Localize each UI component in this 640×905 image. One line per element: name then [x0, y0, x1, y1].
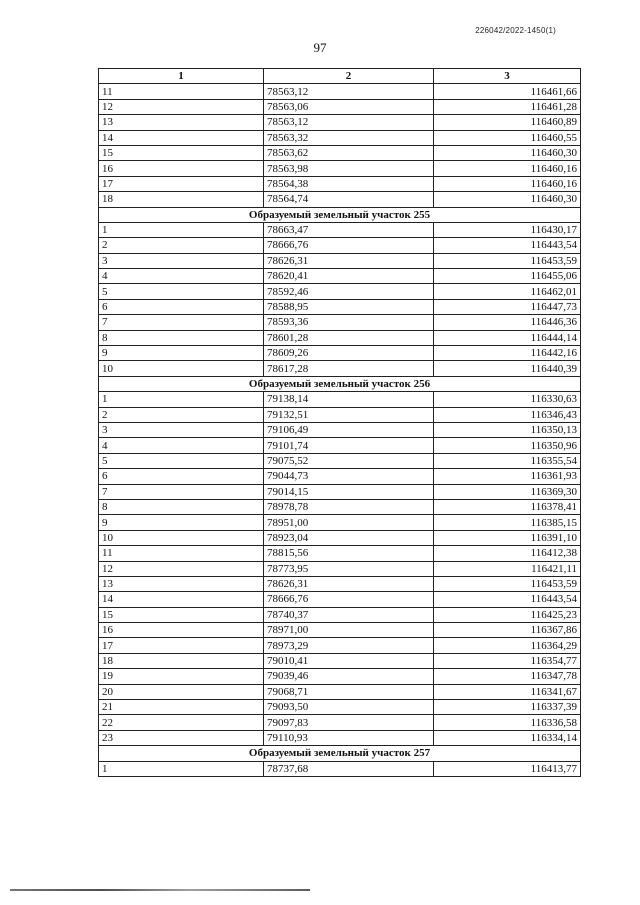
- y-coordinate-cell: 116341,67: [434, 684, 581, 699]
- table-row: [99, 284, 581, 299]
- point-number-cell: 17: [99, 176, 264, 191]
- y-coordinate-cell: 116421,11: [434, 561, 581, 576]
- table-row: [99, 484, 581, 499]
- x-coordinate-cell: 79110,93: [264, 730, 434, 745]
- y-coordinate-cell: 116350,13: [434, 422, 581, 437]
- y-coordinate-cell: 116440,39: [434, 361, 581, 376]
- x-coordinate-cell: 79106,49: [264, 422, 434, 437]
- x-coordinate-cell: 78563,32: [264, 130, 434, 145]
- table-row: [99, 607, 581, 622]
- point-number-cell: 1: [99, 222, 264, 237]
- x-coordinate-cell: 78971,00: [264, 623, 434, 638]
- x-coordinate-cell: 78626,31: [264, 253, 434, 268]
- point-number-cell: 9: [99, 515, 264, 530]
- table-row: [99, 561, 581, 576]
- document-number: 226042/2022-1450(1): [475, 26, 556, 35]
- table-header-row: [99, 69, 581, 84]
- y-coordinate-cell: 116461,28: [434, 99, 581, 114]
- table-row: [99, 499, 581, 514]
- table-row: [99, 346, 581, 361]
- point-number-cell: 8: [99, 499, 264, 514]
- point-number-cell: 21: [99, 700, 264, 715]
- y-coordinate-cell: 116461,66: [434, 84, 581, 99]
- y-coordinate-cell: 116378,41: [434, 499, 581, 514]
- x-coordinate-cell: 78973,29: [264, 638, 434, 653]
- table-row: [99, 761, 581, 776]
- y-coordinate-cell: 116455,06: [434, 269, 581, 284]
- x-coordinate-cell: 78593,36: [264, 315, 434, 330]
- table-row: [99, 730, 581, 745]
- y-coordinate-cell: 116367,86: [434, 623, 581, 638]
- y-coordinate-cell: 116413,77: [434, 761, 581, 776]
- point-number-cell: 10: [99, 361, 264, 376]
- table-row: [99, 530, 581, 545]
- table-row: [99, 145, 581, 160]
- x-coordinate-cell: 78663,47: [264, 222, 434, 237]
- point-number-cell: 1: [99, 761, 264, 776]
- section-header-row: [99, 376, 581, 391]
- scan-artifact-line: [10, 889, 310, 891]
- table-row: [99, 99, 581, 114]
- point-number-cell: 17: [99, 638, 264, 653]
- point-number-cell: 15: [99, 607, 264, 622]
- y-coordinate-cell: 116460,16: [434, 161, 581, 176]
- y-coordinate-cell: 116425,23: [434, 607, 581, 622]
- page-number: 97: [313, 40, 327, 55]
- point-number-cell: 16: [99, 623, 264, 638]
- x-coordinate-cell: 79101,74: [264, 438, 434, 453]
- table-row: [99, 422, 581, 437]
- x-coordinate-cell: 78666,76: [264, 238, 434, 253]
- table-row: [99, 161, 581, 176]
- point-number-cell: 7: [99, 484, 264, 499]
- table-row: [99, 515, 581, 530]
- table-row: [99, 269, 581, 284]
- table-row: [99, 407, 581, 422]
- point-number-cell: 2: [99, 238, 264, 253]
- x-coordinate-cell: 78978,78: [264, 499, 434, 514]
- x-coordinate-cell: 79097,83: [264, 715, 434, 730]
- table-row: [99, 546, 581, 561]
- y-coordinate-cell: 116364,29: [434, 638, 581, 653]
- x-coordinate-cell: 78563,06: [264, 99, 434, 114]
- point-number-cell: 12: [99, 99, 264, 114]
- point-number-cell: 18: [99, 653, 264, 668]
- y-coordinate-cell: 116444,14: [434, 330, 581, 345]
- section-title: Образуемый земельный участок 255: [99, 207, 581, 222]
- x-coordinate-cell: 78666,76: [264, 592, 434, 607]
- y-coordinate-cell: 116453,59: [434, 253, 581, 268]
- x-coordinate-cell: 78626,31: [264, 576, 434, 591]
- point-number-cell: 5: [99, 453, 264, 468]
- x-coordinate-cell: 78617,28: [264, 361, 434, 376]
- table-row: [99, 638, 581, 653]
- x-coordinate-cell: 78564,38: [264, 176, 434, 191]
- point-number-cell: 18: [99, 192, 264, 207]
- y-coordinate-cell: 116337,39: [434, 700, 581, 715]
- y-coordinate-cell: 116361,93: [434, 469, 581, 484]
- y-coordinate-cell: 116447,73: [434, 299, 581, 314]
- point-number-cell: 10: [99, 530, 264, 545]
- section-header-row: [99, 207, 581, 222]
- table-row: [99, 84, 581, 99]
- x-coordinate-cell: 78564,74: [264, 192, 434, 207]
- point-number-cell: 23: [99, 730, 264, 745]
- y-coordinate-cell: 116336,58: [434, 715, 581, 730]
- y-coordinate-cell: 116412,38: [434, 546, 581, 561]
- y-coordinate-cell: 116334,14: [434, 730, 581, 745]
- point-number-cell: 13: [99, 576, 264, 591]
- y-coordinate-cell: 116347,78: [434, 669, 581, 684]
- x-coordinate-cell: 78923,04: [264, 530, 434, 545]
- y-coordinate-cell: 116355,54: [434, 453, 581, 468]
- table-row: [99, 299, 581, 314]
- table-row: [99, 469, 581, 484]
- point-number-cell: 12: [99, 561, 264, 576]
- section-header-row: [99, 746, 581, 761]
- point-number-cell: 13: [99, 115, 264, 130]
- point-number-cell: 19: [99, 669, 264, 684]
- x-coordinate-cell: 78563,12: [264, 115, 434, 130]
- point-number-cell: 9: [99, 346, 264, 361]
- point-number-cell: 2: [99, 407, 264, 422]
- table-row: [99, 669, 581, 684]
- y-coordinate-cell: 116430,17: [434, 222, 581, 237]
- x-coordinate-cell: 78951,00: [264, 515, 434, 530]
- table-row: [99, 176, 581, 191]
- y-coordinate-cell: 116391,10: [434, 530, 581, 545]
- point-number-cell: 20: [99, 684, 264, 699]
- table-row: [99, 130, 581, 145]
- table-row: [99, 623, 581, 638]
- y-coordinate-cell: 116330,63: [434, 392, 581, 407]
- point-number-cell: 15: [99, 145, 264, 160]
- column-header-2: 2: [264, 69, 434, 84]
- x-coordinate-cell: 78740,37: [264, 607, 434, 622]
- table-row: [99, 576, 581, 591]
- coordinates-table: [98, 68, 581, 777]
- x-coordinate-cell: 78609,26: [264, 346, 434, 361]
- point-number-cell: 1: [99, 392, 264, 407]
- y-coordinate-cell: 116385,15: [434, 515, 581, 530]
- table-row: [99, 453, 581, 468]
- point-number-cell: 11: [99, 84, 264, 99]
- table-row: [99, 653, 581, 668]
- x-coordinate-cell: 78563,12: [264, 84, 434, 99]
- point-number-cell: 3: [99, 422, 264, 437]
- y-coordinate-cell: 116453,59: [434, 576, 581, 591]
- table-row: [99, 192, 581, 207]
- point-number-cell: 14: [99, 592, 264, 607]
- column-header-3: 3: [434, 69, 581, 84]
- table-row: [99, 222, 581, 237]
- table-row: [99, 361, 581, 376]
- x-coordinate-cell: 78588,95: [264, 299, 434, 314]
- y-coordinate-cell: 116443,54: [434, 238, 581, 253]
- x-coordinate-cell: 79132,51: [264, 407, 434, 422]
- y-coordinate-cell: 116460,55: [434, 130, 581, 145]
- y-coordinate-cell: 116369,30: [434, 484, 581, 499]
- section-title: Образуемый земельный участок 256: [99, 376, 581, 391]
- table-row: [99, 438, 581, 453]
- point-number-cell: 6: [99, 469, 264, 484]
- x-coordinate-cell: 78815,56: [264, 546, 434, 561]
- table-row: [99, 253, 581, 268]
- x-coordinate-cell: 78563,98: [264, 161, 434, 176]
- x-coordinate-cell: 79093,50: [264, 700, 434, 715]
- table-row: [99, 592, 581, 607]
- point-number-cell: 16: [99, 161, 264, 176]
- y-coordinate-cell: 116442,16: [434, 346, 581, 361]
- y-coordinate-cell: 116354,77: [434, 653, 581, 668]
- point-number-cell: 4: [99, 269, 264, 284]
- table-row: [99, 715, 581, 730]
- table-body: [99, 84, 581, 777]
- point-number-cell: 5: [99, 284, 264, 299]
- table-row: [99, 330, 581, 345]
- y-coordinate-cell: 116462,01: [434, 284, 581, 299]
- section-title: Образуемый земельный участок 257: [99, 746, 581, 761]
- point-number-cell: 7: [99, 315, 264, 330]
- y-coordinate-cell: 116460,30: [434, 145, 581, 160]
- table-row: [99, 392, 581, 407]
- x-coordinate-cell: 78773,95: [264, 561, 434, 576]
- y-coordinate-cell: 116346,43: [434, 407, 581, 422]
- table-row: [99, 315, 581, 330]
- y-coordinate-cell: 116460,16: [434, 176, 581, 191]
- y-coordinate-cell: 116460,30: [434, 192, 581, 207]
- x-coordinate-cell: 78620,41: [264, 269, 434, 284]
- table-row: [99, 238, 581, 253]
- x-coordinate-cell: 79044,73: [264, 469, 434, 484]
- x-coordinate-cell: 79039,46: [264, 669, 434, 684]
- x-coordinate-cell: 79075,52: [264, 453, 434, 468]
- x-coordinate-cell: 78563,62: [264, 145, 434, 160]
- x-coordinate-cell: 79014,15: [264, 484, 434, 499]
- x-coordinate-cell: 78737,68: [264, 761, 434, 776]
- point-number-cell: 4: [99, 438, 264, 453]
- x-coordinate-cell: 79068,71: [264, 684, 434, 699]
- point-number-cell: 22: [99, 715, 264, 730]
- x-coordinate-cell: 79138,14: [264, 392, 434, 407]
- table-row: [99, 115, 581, 130]
- column-header-1: 1: [99, 69, 264, 84]
- table-row: [99, 684, 581, 699]
- x-coordinate-cell: 78601,28: [264, 330, 434, 345]
- x-coordinate-cell: 78592,46: [264, 284, 434, 299]
- y-coordinate-cell: 116460,89: [434, 115, 581, 130]
- point-number-cell: 11: [99, 546, 264, 561]
- point-number-cell: 14: [99, 130, 264, 145]
- point-number-cell: 3: [99, 253, 264, 268]
- table-row: [99, 700, 581, 715]
- y-coordinate-cell: 116446,36: [434, 315, 581, 330]
- point-number-cell: 8: [99, 330, 264, 345]
- y-coordinate-cell: 116350,96: [434, 438, 581, 453]
- y-coordinate-cell: 116443,54: [434, 592, 581, 607]
- x-coordinate-cell: 79010,41: [264, 653, 434, 668]
- point-number-cell: 6: [99, 299, 264, 314]
